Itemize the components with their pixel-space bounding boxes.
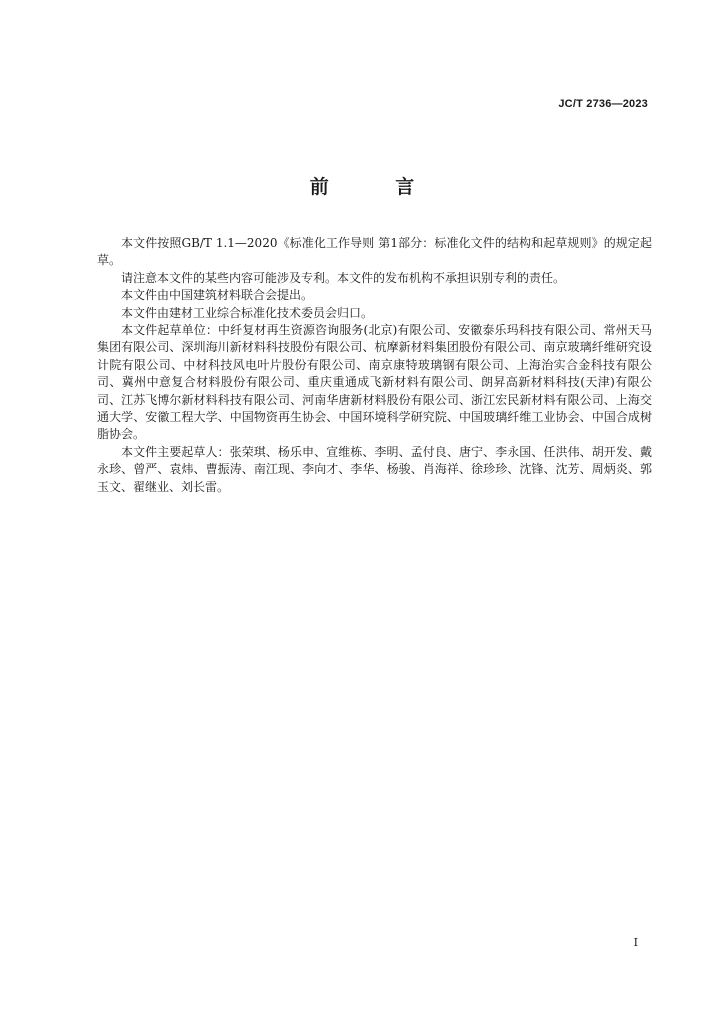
page-number: I [633,936,638,949]
paragraph-main-drafters: 本文件主要起草人：张荣琪、杨乐申、宣维栋、李明、孟付良、唐宁、李永国、任洪伟、胡开发、戴永珍、曾严、袁炜、曹振涛、南江现、李向才、李华、杨骏、肖海祥、徐珍珍、沈锋、沈芳、周炳炎、郭玉文、翟继业、刘长雷。 [97,444,652,494]
foreword-body [97,235,652,496]
paragraph-administered-by: 本文件由建材工业综合标准化技术委员会归口。 [121,305,374,320]
paragraph-drafting-organizations: 本文件起草单位：中纤复材再生资源咨询服务(北京)有限公司、安徽泰乐玛科技有限公司、常州天马集团有限公司、深圳海川新材料科技股份有限公司、杭摩新材料集团股份有限公司、南京玻璃纤维研究设计院有限公司、中材科技风电叶片股份有限公司、南京康特玻璃钢有限公司、上海治实合金科技有限公司、冀州中意复合材料股份有限公司、重庆重通成飞新材料有限公司、朗昇高新材料科技(天津)有限公司、江苏飞博尔新材料科技有限公司、河南华唐新材料股份有限公司、浙江宏民新材料有限公司、上海交通大学、安徽工程大学、中国物资再生协会、中国环境科学研究院、中国玻璃纤维工业协会、中国合成树脂协会。 [97,323,652,442]
paragraph-proposed-by: 本文件由中国建筑材料联合会提出。 [121,288,314,303]
standard-code: JC/T 2736—2023 [558,98,648,110]
paragraph-drafting-rules: 本文件按照GB/T 1.1—2020《标准化工作导则 第1部分：标准化文件的结构和起草规则》的规定起草。 [97,236,652,268]
paragraph-patent-notice: 请注意本文件的某些内容可能涉及专利。本文件的发布机构不承担识别专利的责任。 [121,270,566,285]
section-title: 前 言 [309,176,445,198]
